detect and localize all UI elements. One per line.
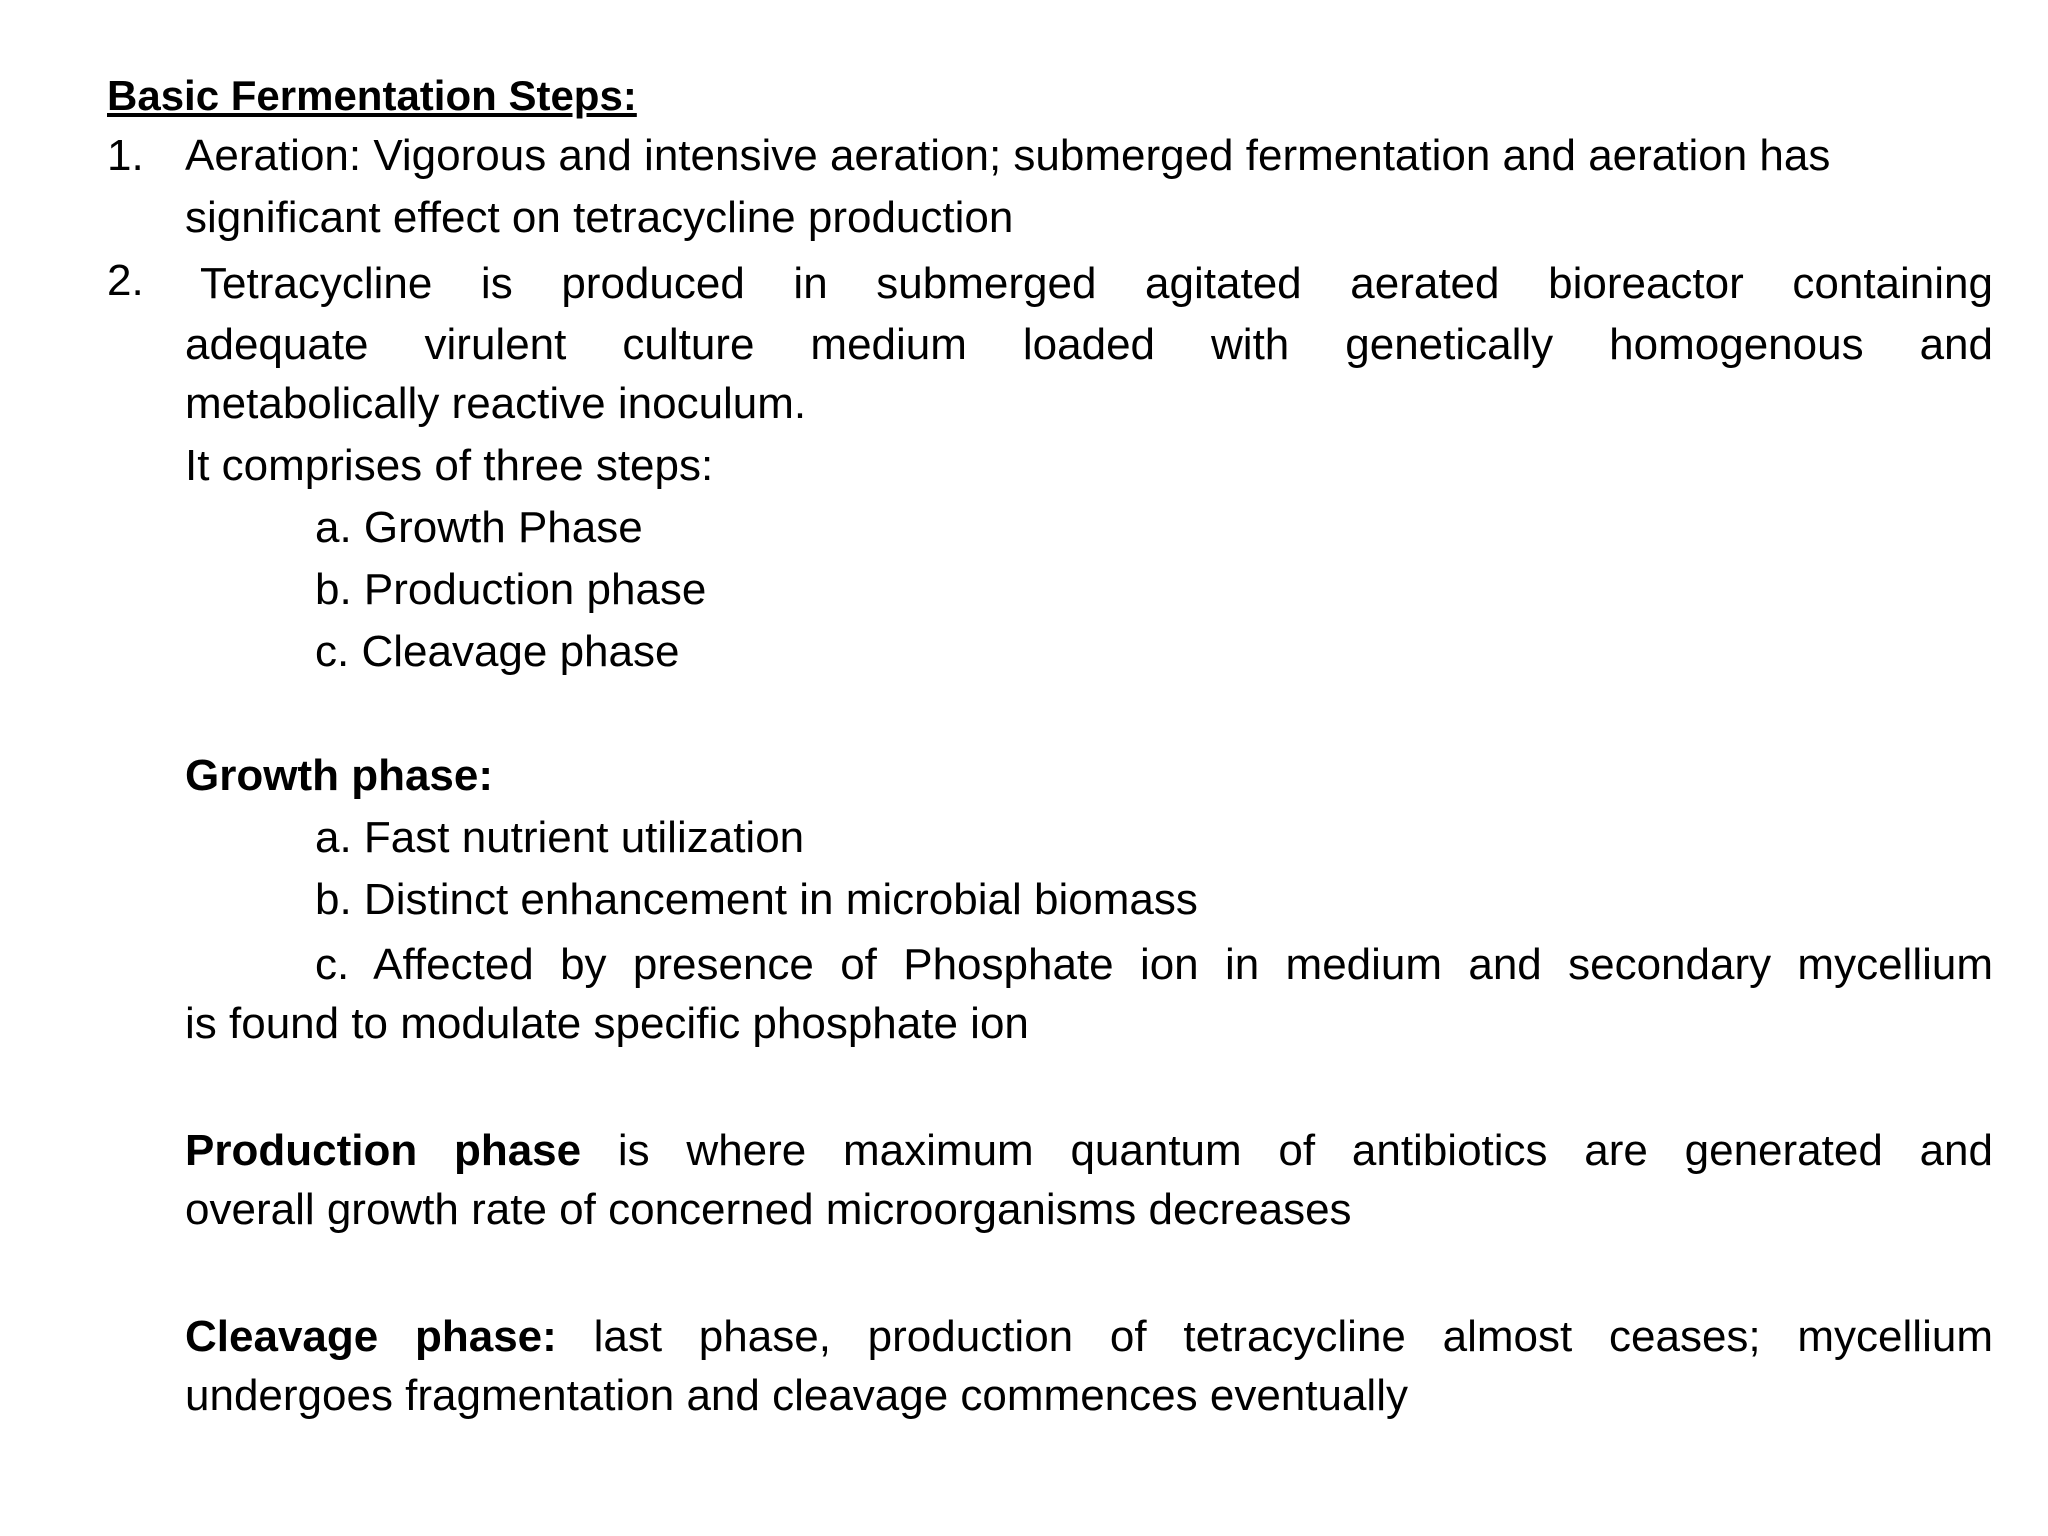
cleavage-phase-line-1 [185,1306,1993,1368]
comprises-item-cleavage: c. Cleavage phase [315,627,680,676]
growth-phase-item-a: a. Fast nutrient utilization [315,813,805,862]
growth-phase-continuation: is found to modulate specific phosphate ion [185,999,1029,1048]
step-1-number: 1. [107,131,144,180]
comprises-item-growth: a. Growth Phase [315,503,643,552]
growth-phase-item-b: b. Distinct enhancement in microbial biomass [315,875,1198,924]
step-2-line-1: Tetracycline is produced in submerged agitated aerated bioreactor containing [200,259,1993,308]
page-title: Basic Fermentation Steps: [107,72,637,119]
growth-phase-heading: Growth phase: [185,751,494,800]
production-phase-term: Production phase [185,1126,582,1175]
step-2-line-3: metabolically reactive inoculum. [185,379,807,428]
growth-phase-item-c: c. Affected by presence of Phosphate ion in medium and secondary mycellium [315,940,1993,989]
step-1-line-2: significant effect on tetracycline production [185,193,1014,242]
comprises-item-production: b. Production phase [315,565,707,614]
production-phase-line-1 [185,1120,1993,1182]
comprises-intro: It comprises of three steps: [185,441,714,490]
production-phase-text: is where maximum quantum of antibiotics are generated and [617,1126,1993,1175]
cleavage-phase-line-2: undergoes fragmentation and cleavage commences eventually [185,1371,1408,1420]
cleavage-phase-text: last phase, production of tetracycline almost ceases; mycellium [593,1312,1993,1361]
step-2-number: 2. [107,256,144,305]
production-phase-line-2: overall growth rate of concerned microorganisms decreases [185,1185,1352,1234]
step-2-line-2: adequate virulent culture medium loaded with genetically homogenous and [185,320,1993,369]
cleavage-phase-term: Cleavage phase: [185,1312,557,1361]
step-1-line-1: Aeration: Vigorous and intensive aeration; submerged fermentation and aeration has [185,131,1831,180]
